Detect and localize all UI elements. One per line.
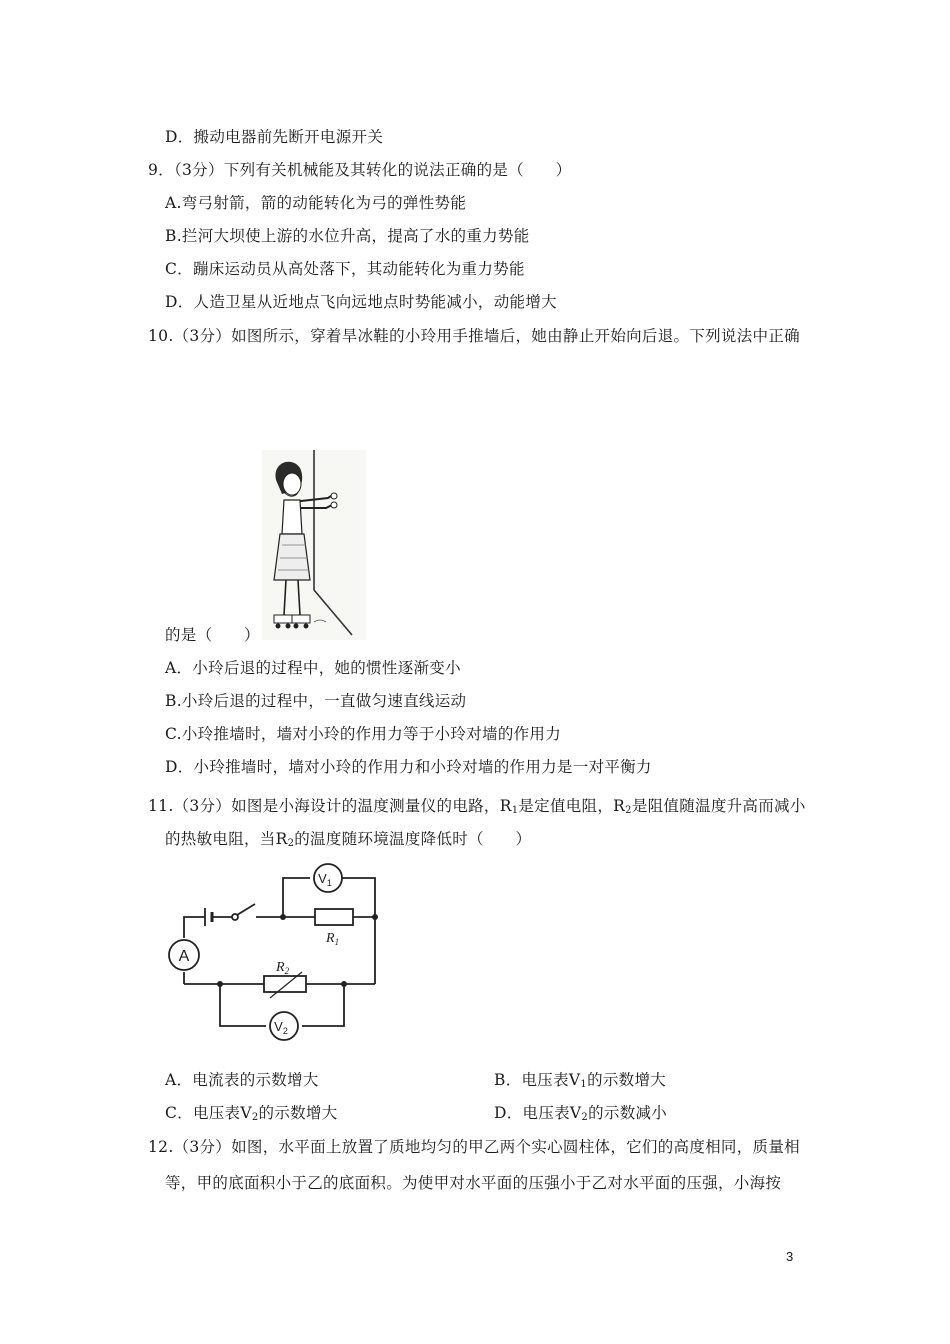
girl-pushing-wall-figure [262,450,366,640]
v1-label: $V_1$ [318,871,332,888]
q8-option-d: D．搬动电器前先断开电源开关 [165,128,384,146]
q9-option-d: D．人造卫星从近地点飞向远地点时势能减小，动能增大 [165,293,557,311]
q9-option-b: B.拦河大坝使上游的水位升高，提高了水的重力势能 [165,227,530,245]
q11-option-d: D．电压表$V_2$的示数减小 [494,1104,668,1123]
circuit-diagram [160,862,385,1047]
q9-option-a: A.弯弓射箭，箭的动能转化为弓的弹性势能 [165,194,467,212]
q11-stem-line2: 的热敏电阻，当$R_2$的温度随环境温度降低时（ ） [165,830,532,849]
r2-label: $R_2$ [276,960,290,976]
q10-option-b: B.小玲后退的过程中，一直做匀速直线运动 [165,692,467,710]
q11-option-a: A．电流表的示数增大 [165,1071,319,1089]
q9-stem: 9．（3分）下列有关机械能及其转化的说法正确的是（ ） [148,161,572,179]
q10-stem-end: 的是（ ） [165,626,260,644]
q10-option-d: D．小玲推墙时，墙对小玲的作用力和小玲对墙的作用力是一对平衡力 [165,758,652,776]
q10-option-a: A．小玲后退的过程中，她的惯性逐渐变小 [165,659,461,677]
q11-option-b: B．电压表$V_1$的示数增大 [494,1071,667,1090]
v2-label: $V_2$ [274,1019,288,1036]
q11-stem-line1: 11.（3分）如图是小海设计的温度测量仪的电路，$R_1$是定值电阻，$R_2$是阻值随温度升高而减小 [148,797,806,816]
q11-option-c: C．电压表$V_2$的示数增大 [165,1104,338,1123]
r1-label: $R_1$ [326,931,340,947]
q10-option-c: C.小玲推墙时，墙对小玲的作用力等于小玲对墙的作用力 [165,725,562,743]
q9-option-c: C．蹦床运动员从高处落下，其动能转化为重力势能 [165,260,525,278]
ammeter-label: A [178,948,190,965]
q12-line1: 12.（3分）如图，水平面上放置了质地均匀的甲乙两个实心圆柱体，它们的高度相同，质量相 [148,1138,800,1156]
page-number: 3 [786,1249,794,1264]
q12-line2: 等，甲的底面积小于乙的底面积。为使甲对水平面的压强小于乙对水平面的压强，小海按 [165,1174,782,1192]
q10-stem: 10.（3分）如图所示，穿着旱冰鞋的小玲用手推墙后，她由静止开始向后退。下列说法中正确 [148,327,800,345]
